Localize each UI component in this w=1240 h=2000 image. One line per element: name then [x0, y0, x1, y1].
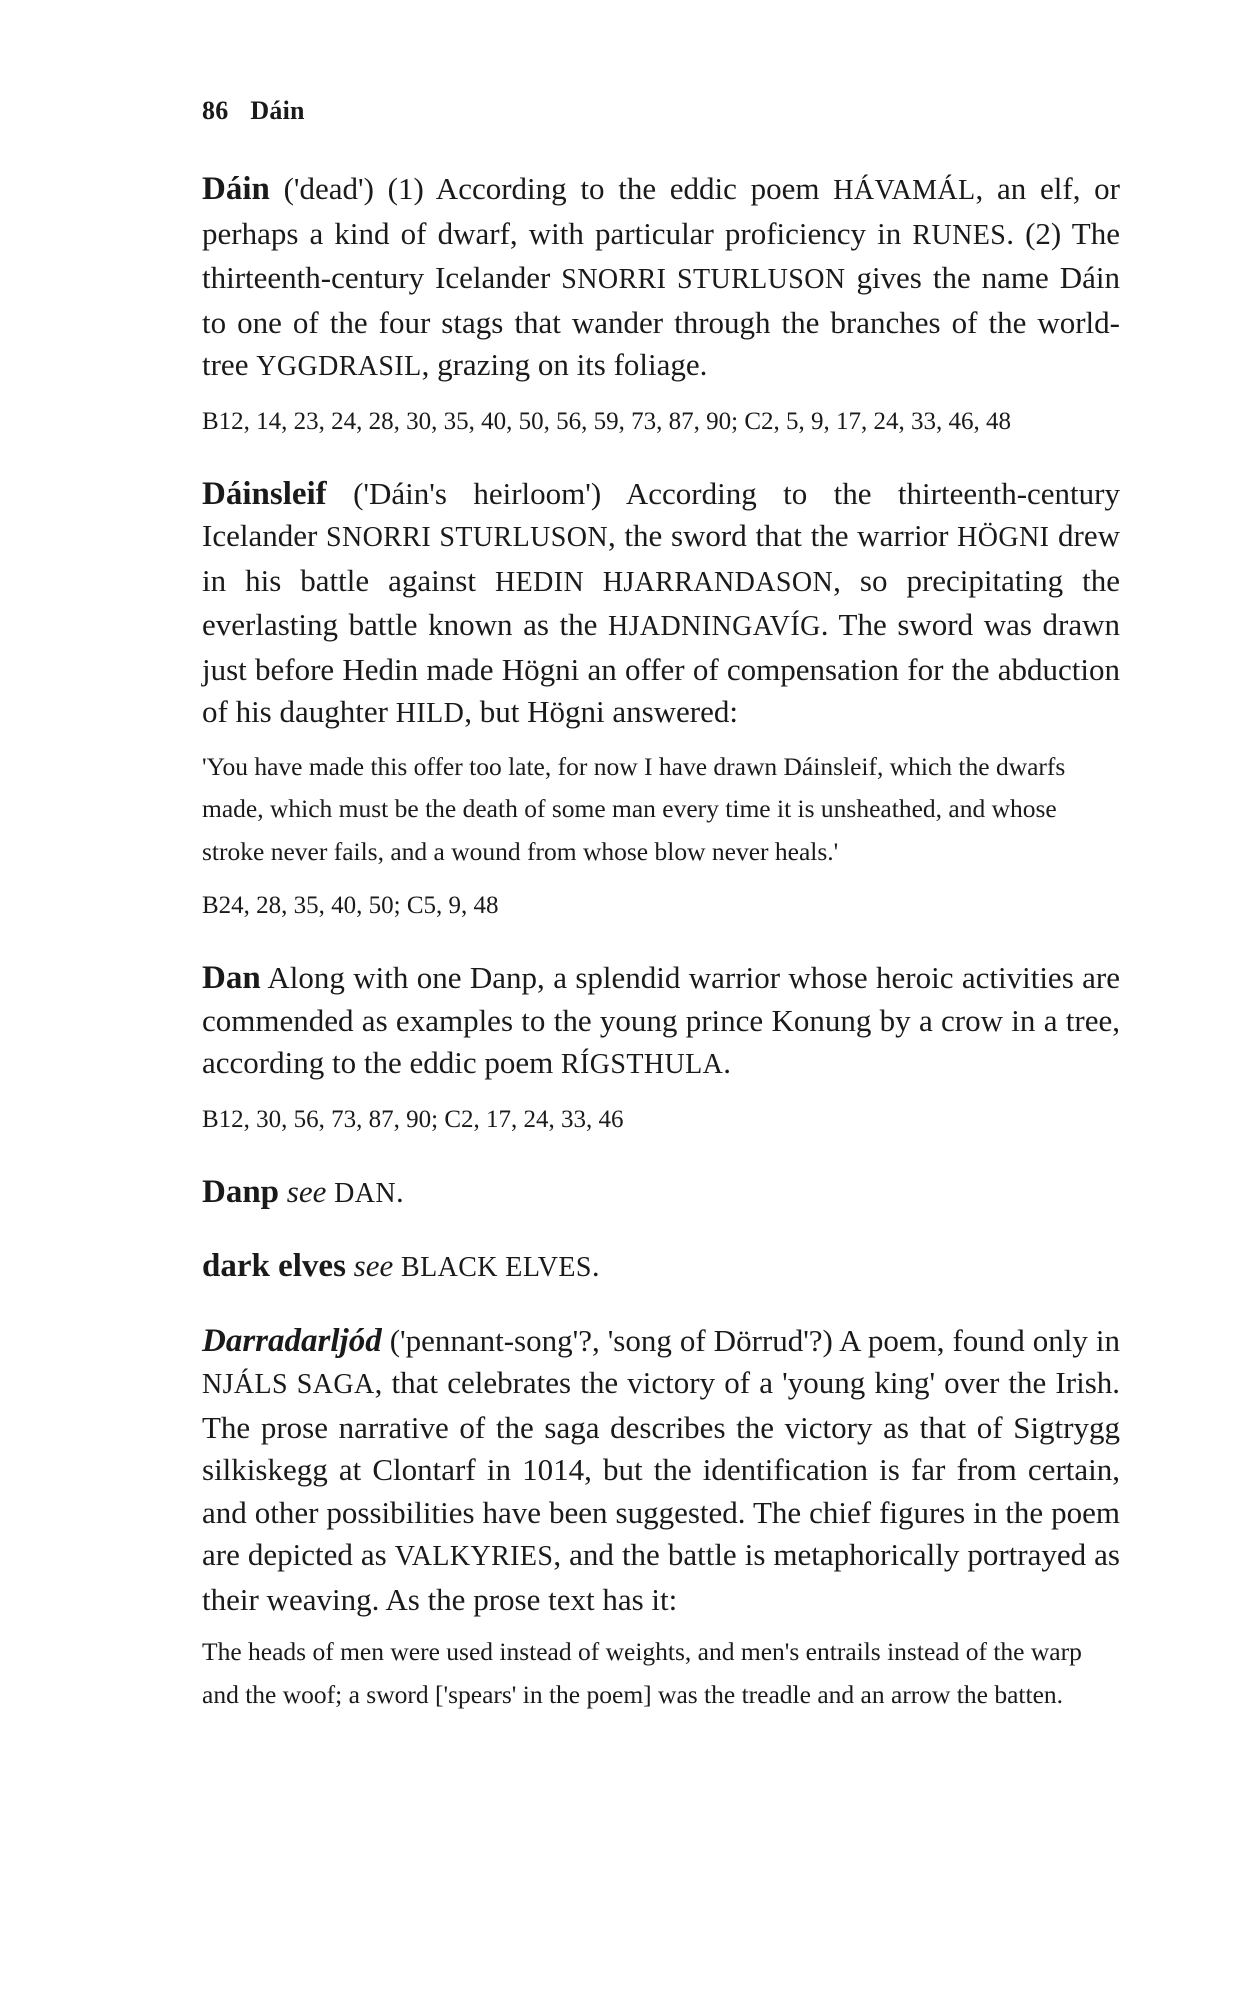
cross-reference: YGGDRASIL	[256, 351, 422, 382]
bibliography-refs: B12, 14, 23, 24, 28, 30, 35, 40, 50, 56, 59, 73, 87, 90; C2, 5, 9, 17, 24, 33, 46, 48	[202, 407, 1012, 435]
entry-dainsleif-body: Dáinsleif ('Dáin's heirloom') According to the thirteenth-century Icelander SNORRI STURLUSON, the sword that the warrior HÖGNI drew in his battle against HEDIN HJARRANDASON, so precipitating the everlasting battle known as the HJADNINGAVÍG. The sword was drawn just before Hedin made Högni an offer of compensation for the abduction of his daughter HILD, but Högni answered:	[202, 475, 1121, 729]
entry-dan	[202, 957, 1120, 1141]
cross-reference: HJADNINGAVÍG	[607, 611, 821, 642]
entry-dan-body: Dan Along with one Danp, a splendid warrior whose heroic activities are commended as examples to the young prince Konung by a crow in a tree, according to the eddic poem RÍGSTHULA.	[202, 960, 1120, 1080]
cross-reference: HILD	[395, 698, 465, 729]
entry-dain	[202, 168, 1120, 443]
cross-reference: BLACK ELVES	[401, 1252, 592, 1283]
entry-dain-body: Dáin ('dead') (1) According to the eddic poem HÁVAMÁL, an elf, or perhaps a kind of dwarf, with particular proficiency in RUNES. (2) The thirteenth-century Icelander SNORRI STURLUSON gives the name Dáin to one of the four stags that wander through the branches of the world-tree YGGDRASIL, grazing on its foliage.	[202, 171, 1120, 382]
headword: Dan	[202, 960, 261, 996]
headword: Danp	[202, 1173, 280, 1210]
cross-reference: NJÁLS SAGA	[202, 1369, 375, 1400]
entry-dark-elves-body: dark elves see BLACK ELVES.	[202, 1248, 600, 1284]
headword: Dáinsleif	[202, 475, 327, 512]
running-head-title: Dáin	[250, 96, 305, 125]
entry-danp-body: Danp see DAN.	[202, 1173, 404, 1210]
cross-reference: RÍGSTHULA	[560, 1049, 724, 1080]
cross-reference: VALKYRIES	[394, 1541, 554, 1572]
entry-dainsleif	[202, 473, 1120, 928]
running-head	[202, 96, 1120, 126]
cross-reference: SNORRI STURLUSON	[326, 522, 608, 553]
headword: dark elves	[202, 1248, 346, 1284]
headword: Dáin	[202, 171, 270, 207]
block-quote: 'You have made this offer too late, for now I have drawn Dáinsleif, which the dwarfs made, which must be the death of some man every time it is unsheathed, and whose stroke never fails, and a wound from whose blow never heals.'	[202, 751, 1066, 866]
bibliography-refs: B24, 28, 35, 40, 50; C5, 9, 48	[202, 892, 499, 919]
entry-darradarljod	[202, 1320, 1120, 1717]
headword: Darradarljód	[202, 1322, 382, 1359]
cross-reference: RUNES	[912, 219, 1007, 251]
cross-reference: HÁVAMÁL	[833, 175, 976, 206]
cross-reference: DAN	[334, 1177, 397, 1209]
page-number: 86	[202, 96, 229, 125]
cross-reference: SNORRI STURLUSON	[561, 264, 846, 295]
entry-danp	[202, 1171, 1120, 1216]
cross-reference: HEDIN HJARRANDASON	[494, 566, 834, 598]
bibliography-refs: B12, 30, 56, 73, 87, 90; C2, 17, 24, 33, 46	[202, 1105, 624, 1133]
entry-darradarljod-body: Darradarljód ('pennant-song'?, 'song of Dörrud'?) A poem, found only in NJÁLS SAGA, that celebrates the victory of a 'young king' over the Irish. The prose narrative of the saga describes the victory as that of Sigtrygg silkiskegg at Clontarf in 1014, but the identification is far from certain, and other possibilities have been suggested. The chief figures in the poem are depicted as VALKYRIES, and the battle is metaphorically portrayed as their weaving. As the prose text has it:	[202, 1322, 1121, 1617]
cross-reference: HÖGNI	[957, 522, 1050, 553]
block-quote: The heads of men were used instead of weights, and men's entrails instead of the warp and the woof; a sword ['spears' in the poem] was the treadle and an arrow the batten.	[202, 1637, 1082, 1709]
entry-dark-elves	[202, 1245, 1120, 1290]
